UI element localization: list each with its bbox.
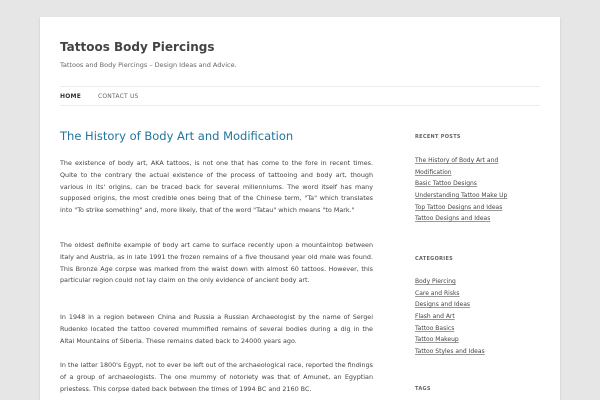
post-paragraph: In the latter 1800's Egypt, not to ever be left out of the archaeological race, reported the findings of a group of archaeologists. The one mummy of notoriety was that of Amunet, an Egyptian priestess. This corpse dated back between the times of 1994 BC and 2160 BC. bbox=[60, 361, 373, 393]
category-link[interactable]: Designs and Ideas bbox=[415, 301, 471, 309]
list-item bbox=[415, 202, 525, 214]
list-item bbox=[415, 213, 525, 225]
site-title[interactable]: Tattoos Body Piercings bbox=[60, 40, 215, 54]
list-item bbox=[415, 299, 525, 311]
list-item bbox=[415, 190, 525, 202]
recent-post-link[interactable]: The History of Body Art and bbox=[415, 157, 499, 164]
category-link[interactable]: Care and Risks bbox=[415, 289, 460, 297]
tags-title: TAGS bbox=[415, 386, 431, 392]
recent-post-link[interactable]: Top Tattoo Designs and Ideas bbox=[415, 203, 503, 211]
recent-post-link[interactable]: Tattoo Designs and Ideas bbox=[415, 215, 491, 223]
post-paragraph: The existence of body art, AKA tattoos, is not one that has come to the fore in recent times. Quite to the contrary the actual existence of the process of tattooing and body art, though various in its' origins, can be traced back for several millenniums. The word itself has many supposed origins, the most credible ones being that of the Chinese term, "Ta" which translates into "To strike something" and, more likely, that of the word "Tatau" which means "to Mark." bbox=[60, 159, 373, 215]
recent-post-link[interactable]: Basic Tattoo Designs bbox=[415, 180, 477, 188]
main-navigation bbox=[60, 86, 540, 106]
post-title[interactable]: The History of Body Art and Modification bbox=[60, 129, 294, 143]
page-container bbox=[40, 17, 560, 400]
categories-title: CATEGORIES bbox=[415, 256, 454, 262]
list-item bbox=[415, 334, 525, 346]
post-paragraph: The oldest definite example of body art came to surface recently upon a mountaintop between Italy and Austria, as in late 1991 the frozen remains of a five thousand year old male was found. This Bronze Age corpse was marked from the waist down with almost 60 tattoos. However, this particular region could not lay claim on the only evidence of ancient body art. bbox=[60, 241, 373, 285]
category-link[interactable]: Tattoo Styles and Ideas bbox=[415, 348, 485, 356]
category-link[interactable]: Tattoo Makeup bbox=[415, 336, 459, 344]
recent-post-link[interactable]: Understanding Tattoo Make Up bbox=[415, 192, 508, 200]
category-link[interactable]: Flash and Art bbox=[415, 313, 455, 321]
list-item bbox=[415, 167, 525, 179]
category-link[interactable]: Body Piercing bbox=[415, 278, 456, 285]
list-item bbox=[415, 311, 525, 323]
nav-item-contact-us[interactable]: CONTACT US bbox=[98, 93, 139, 100]
list-item bbox=[415, 276, 525, 288]
post-paragraph: In 1948 in a region between China and Russia a Russian Archaeologist by the name of Sergei Rudenko located the tattoo covered mummified remains of several bodies during a dig in the Altai Mountains of Siberia. These remains dated back to 24000 years ago. bbox=[60, 313, 373, 345]
nav-item-home[interactable]: HOME bbox=[60, 93, 81, 100]
list-item bbox=[415, 178, 525, 190]
list-item bbox=[415, 346, 525, 358]
list-item bbox=[415, 288, 525, 300]
recent-posts-list bbox=[415, 155, 525, 225]
site-description: Tattoos and Body Piercings – Design Ideas and Advice. bbox=[60, 61, 237, 69]
categories-list bbox=[415, 276, 525, 358]
list-item bbox=[415, 155, 525, 167]
list-item bbox=[415, 323, 525, 335]
recent-post-link[interactable]: Modification bbox=[415, 168, 452, 176]
category-link[interactable]: Tattoo Basics bbox=[415, 324, 455, 332]
recent-posts-title: RECENT POSTS bbox=[415, 134, 461, 140]
